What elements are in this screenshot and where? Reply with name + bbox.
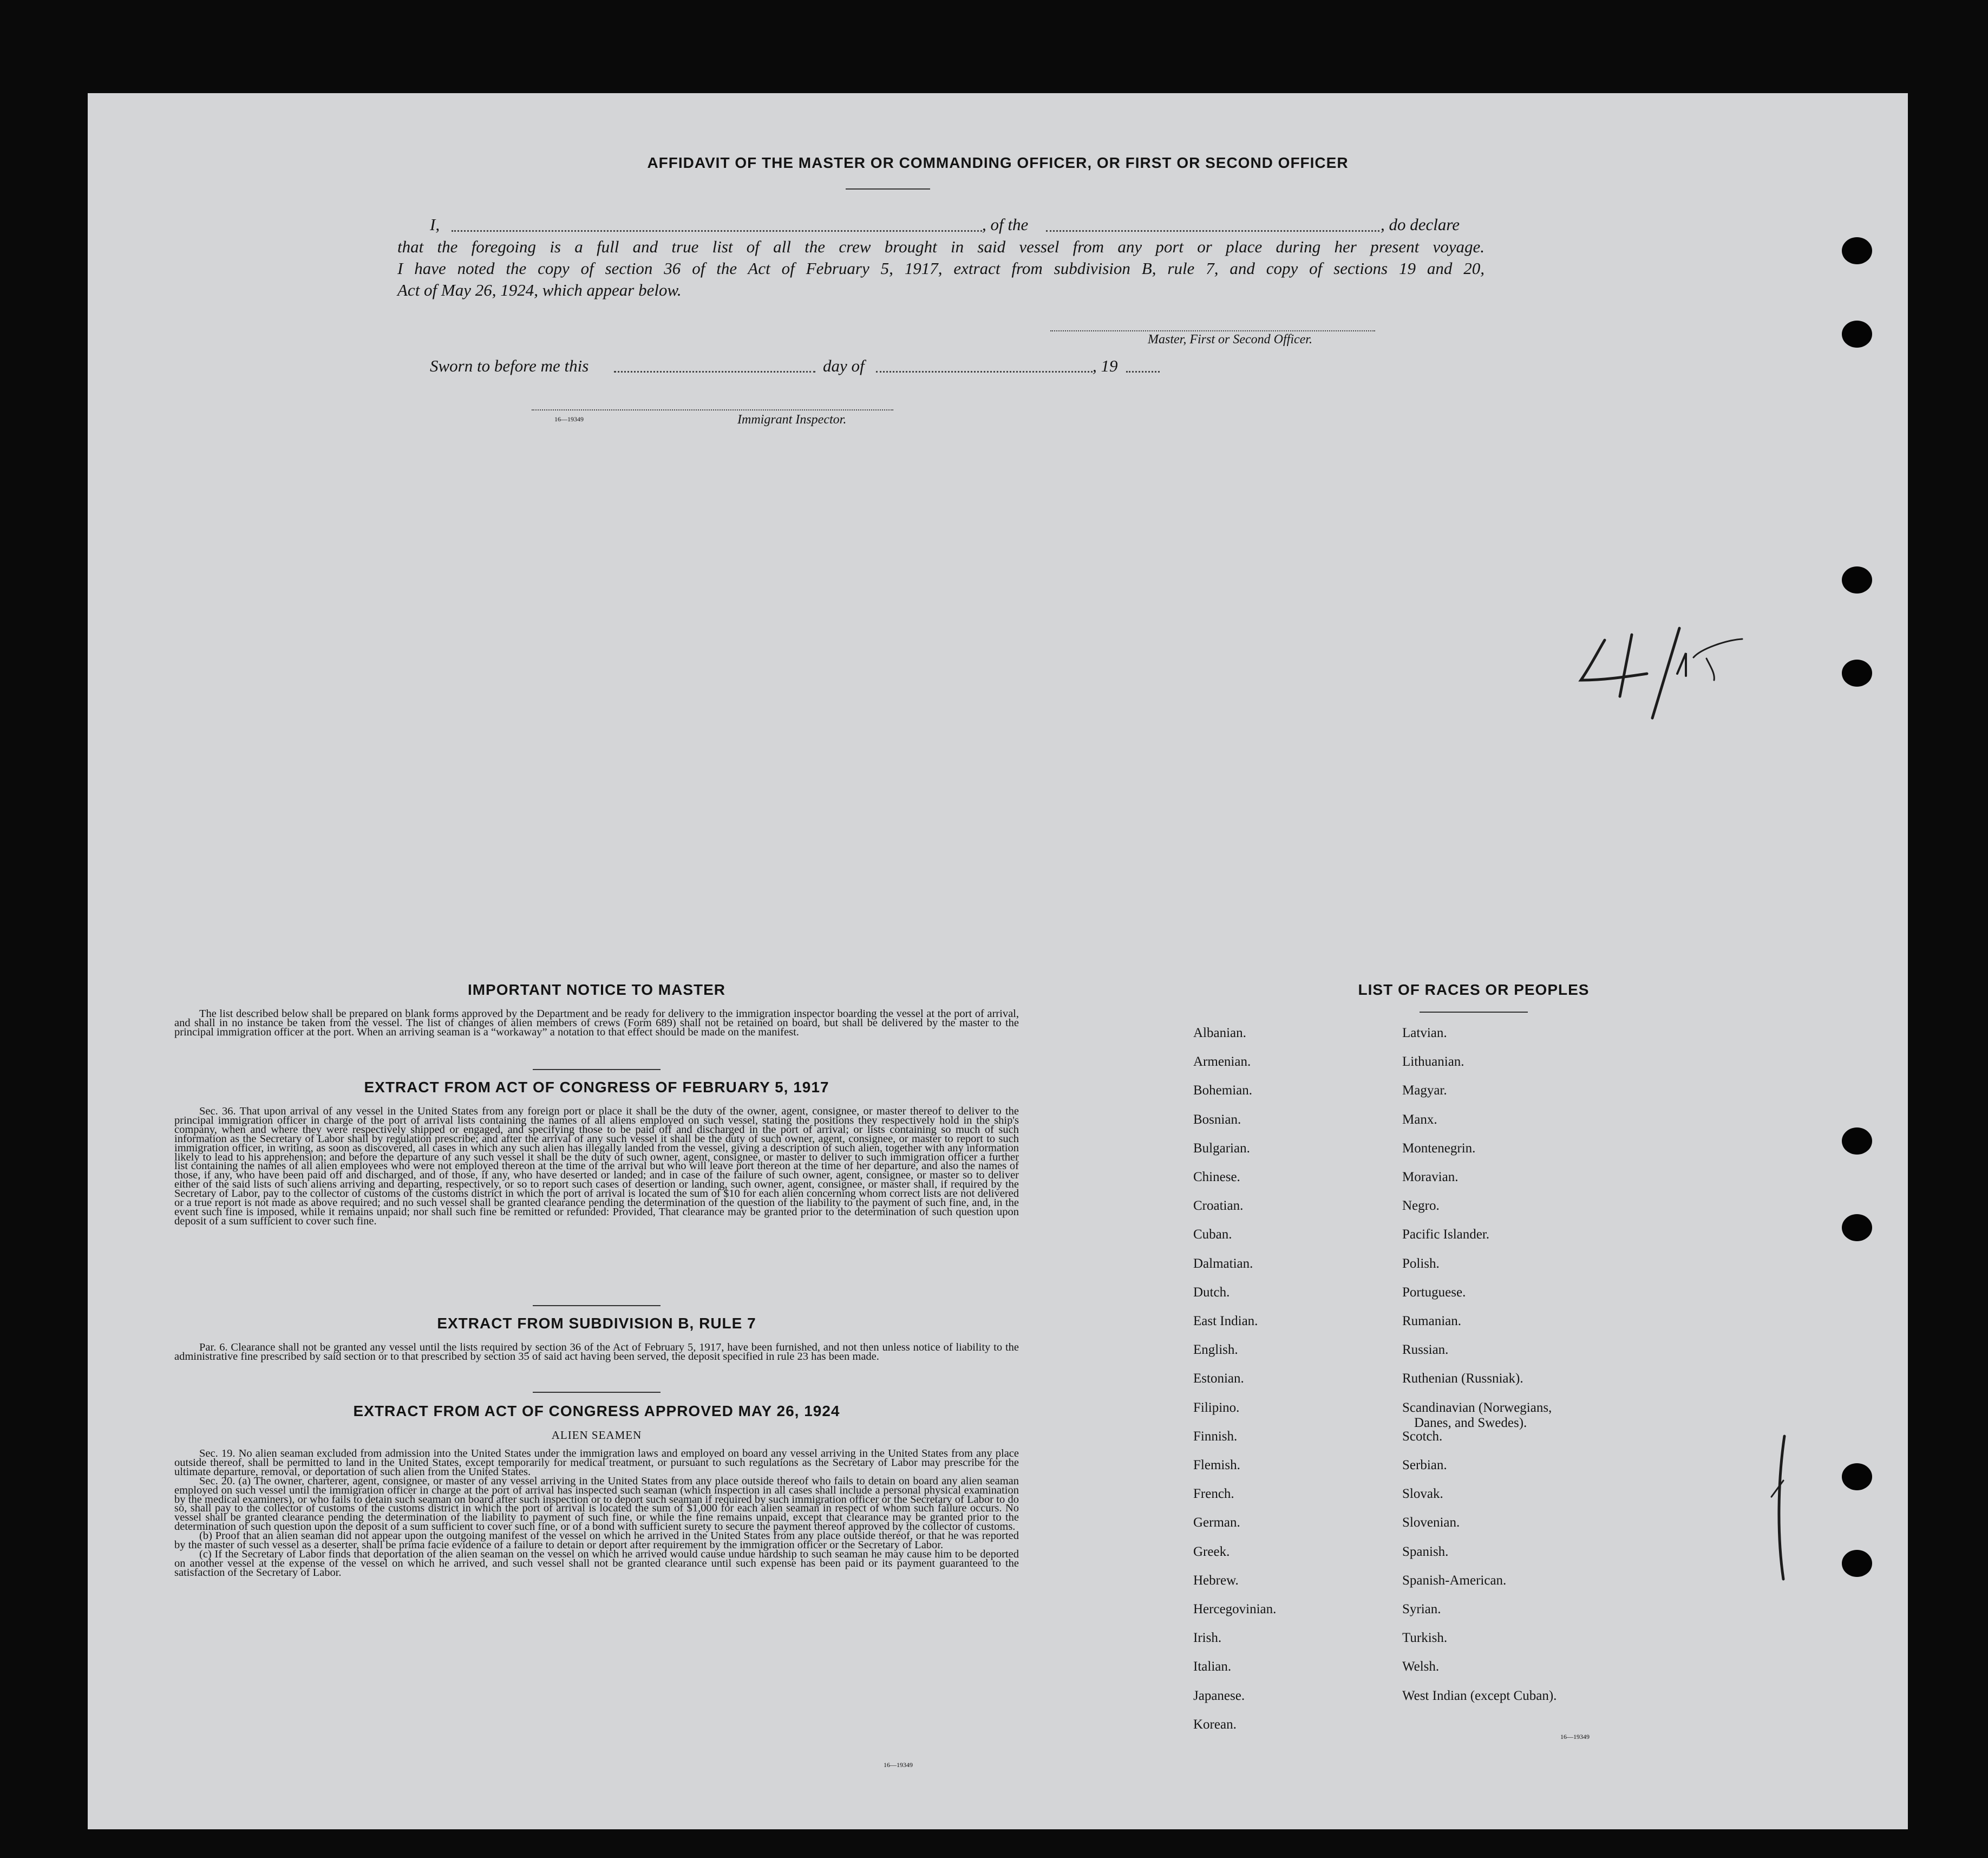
affidavit-line-3: I have noted the copy of section 36 of the Act of February 5, 1917, extract from subdivision B, rule 7, and copy of sections 19 and 20, xyxy=(397,259,1485,278)
race-item: Greek. xyxy=(1193,1544,1230,1559)
race-item: Slovak. xyxy=(1402,1487,1443,1502)
race-item: Scandinavian (Norwegians, xyxy=(1402,1400,1552,1415)
race-item: Spanish. xyxy=(1402,1544,1449,1559)
affidavit-title: AFFIDAVIT OF THE MASTER OR COMMANDING OFFICER, OR FIRST OR SECOND OFFICER xyxy=(647,154,1349,171)
race-item: Italian. xyxy=(1193,1659,1232,1674)
handwritten-date-mark xyxy=(1571,613,1744,754)
race-item: Flemish. xyxy=(1193,1458,1240,1472)
race-item: English. xyxy=(1193,1342,1238,1358)
race-item: Finnish. xyxy=(1193,1429,1238,1444)
section-19-text: Sec. 19. No alien seaman excluded from admission into the United States under the immigration laws and employed on board any vessel arriving in the United States from any place outside thereof, shall be permitted to land in the United States, except temporarily for medical treatment, or pursuant to such regulations as the Secretary of Labor may prescribe for the ultimate departure, removal, or deportation of such alien from the United States. xyxy=(174,1448,1019,1478)
race-item: Russian. xyxy=(1402,1342,1449,1358)
race-item: Ruthenian (Russniak). xyxy=(1402,1371,1523,1386)
race-item: Montenegrin. xyxy=(1402,1140,1476,1156)
race-item: Polish. xyxy=(1402,1256,1440,1271)
race-item: East Indian. xyxy=(1193,1314,1258,1328)
form-number: 16—19349 xyxy=(554,415,584,423)
punch-hole xyxy=(1842,237,1872,264)
punch-hole xyxy=(1842,1127,1872,1155)
rule-7-rule xyxy=(533,1392,661,1393)
signature-label: Master, First or Second Officer. xyxy=(1148,333,1312,347)
vessel-blank xyxy=(1046,230,1379,232)
punch-hole xyxy=(1842,566,1872,594)
rule-7-title: EXTRACT FROM SUBDIVISION B, RULE 7 xyxy=(437,1315,756,1332)
race-item: Moravian. xyxy=(1402,1170,1459,1184)
notice-text: The list described below shall be prepared on blank forms approved by the Department and be ready for delivery to the immigration inspector boarding the vessel at the port of arrival, and shall in no instance be taken from the vessel. The list of changes of alien members of crews (Form 689) shall not be retained on board, but shall be delivered by the master to the principal immigration officer at the port. When an arriving seaman is a “workaway” a notation to that effect should be made on the manifest. xyxy=(174,1008,1019,1038)
race-item: Irish. xyxy=(1193,1631,1222,1646)
section-20b-text: (b) Proof that an alien seaman did not appear upon the outgoing manifest of the vessel on which he arrived in the United States from any place outside thereof, or that he was reported by the master of such vessel as a deserter, shall be prima facie evidence of a failure to detain or deport after requirement by the immigration officer or the Secretary of Labor. xyxy=(174,1530,1019,1551)
race-item: Slovenian. xyxy=(1402,1515,1460,1530)
name-blank xyxy=(452,230,982,232)
race-item: French. xyxy=(1193,1487,1234,1502)
race-item: Filipino. xyxy=(1193,1400,1240,1415)
race-item: West Indian (except Cuban). xyxy=(1402,1688,1557,1703)
race-item: Magyar. xyxy=(1402,1083,1447,1098)
race-item: Welsh. xyxy=(1402,1659,1440,1674)
rule-7-body xyxy=(174,1343,1019,1361)
day-blank xyxy=(614,371,815,373)
notice-body xyxy=(174,1009,1019,1037)
punch-hole xyxy=(1842,660,1872,687)
inspector-signature-line xyxy=(532,409,893,410)
race-item: Turkish. xyxy=(1402,1631,1448,1646)
race-item: Manx. xyxy=(1402,1112,1437,1127)
race-item: Croatian. xyxy=(1193,1198,1244,1214)
handwritten-tally-mark xyxy=(1740,1432,1805,1583)
race-item: Dalmatian. xyxy=(1193,1256,1253,1271)
affidavit-line-1-end: , do declare xyxy=(1381,215,1460,234)
punch-hole xyxy=(1842,321,1872,348)
affidavit-line-1-start: I, xyxy=(430,215,440,234)
races-title: LIST OF RACES OR PEOPLES xyxy=(1358,981,1590,998)
race-item: Serbian. xyxy=(1402,1458,1447,1472)
signature-line xyxy=(1050,330,1375,331)
alien-seamen-subtitle: ALIEN SEAMEN xyxy=(551,1429,642,1442)
document-page xyxy=(88,93,1908,1829)
race-item: Lithuanian. xyxy=(1402,1054,1464,1070)
extract-1924-title: EXTRACT FROM ACT OF CONGRESS APPROVED MAY 26, 1924 xyxy=(353,1403,840,1419)
race-item: Bulgarian. xyxy=(1193,1140,1250,1156)
race-item: Spanish-American. xyxy=(1402,1573,1507,1588)
extract-1917-rule xyxy=(533,1305,661,1306)
race-item: Latvian. xyxy=(1402,1026,1447,1040)
race-item: German. xyxy=(1193,1515,1240,1530)
punch-hole xyxy=(1842,1214,1872,1241)
race-item: Syrian. xyxy=(1402,1602,1441,1616)
race-item: Cuban. xyxy=(1193,1227,1232,1242)
race-item: Japanese. xyxy=(1193,1688,1245,1703)
race-item: Danes, and Swedes). xyxy=(1414,1415,1527,1430)
inspector-label: Immigrant Inspector. xyxy=(737,413,847,427)
race-item: Scotch. xyxy=(1402,1429,1443,1444)
race-item: Estonian. xyxy=(1193,1371,1244,1386)
year-blank xyxy=(1126,371,1160,373)
affidavit-line-2: that the foregoing is a full and true list of all the crew brought in said vessel from any port or place during her present voyage. xyxy=(397,237,1485,256)
race-item: Rumanian. xyxy=(1402,1314,1462,1328)
notice-rule xyxy=(533,1069,661,1070)
punch-hole xyxy=(1842,1463,1872,1490)
races-rule xyxy=(1420,1012,1528,1013)
race-item: Portuguese. xyxy=(1402,1285,1466,1300)
extract-form-number: 16—19349 xyxy=(884,1761,913,1769)
affidavit-line-4: Act of May 26, 1924, which appear below. xyxy=(397,281,682,299)
races-form-number: 16—19349 xyxy=(1560,1733,1590,1740)
title-rule xyxy=(846,188,930,190)
race-item: Pacific Islander. xyxy=(1402,1227,1490,1242)
race-item: Korean. xyxy=(1193,1717,1237,1732)
section-36-text: Sec. 36. That upon arrival of any vessel in the United States from any foreign port or place it shall be the duty of the owner, agent, consignee, or master thereof to deliver to the principal immigration officer in charge of the port of arrival lists containing the names of all aliens employed on such vessel, stating the positions they respectively hold in the ship's company, when and where they were respectively shipped or engaged, and specifying those to be paid off and discharged in the port of arrival; or lists containing so much of such information as the Secretary of Labor shall by regulation prescribe; and after the arrival of any such vessel it shall be the duty of such owner, agent, consignee, or master to report to such immigration officer, in writing, as soon as discovered, all cases in which any such alien has illegally landed from the vessel, giving a description of such alien, together with any information likely to lead to his apprehension; and before the departure of any such vessel it shall be the duty of such owner, agent, consignee, or master to deliver to such immigration officer a further list containing the names of all alien employees who were not employed thereon at the time of the arrival but who will leave port thereon at the time of her departure, and also the names of those, if any, who have been paid off and discharged, and of those, if any, who have deserted or landed; and in case of the failure of such owner, agent, consignee, or master so to deliver either of the said lists of such aliens arriving and departing, respectively, or so to report such cases of desertion or landing, such owner, agent, consignee, or master shall, if required by the Secretary of Labor, pay to the collector of customs of the customs district in which the port of arrival is located the sum of $10 for each alien concerning whom correct lists are not delivered or a true report is not made as above required; and no such vessel shall be granted clearance pending the determination of the question of the liability to the payment of such fine, and, in the event such fine is imposed, while it remains unpaid; nor shall such fine be remitted or refunded: Provided, That clearance may be granted prior to the determination of such question upon deposit of a sum sufficient to cover such fine. xyxy=(174,1105,1019,1227)
race-item: Chinese. xyxy=(1193,1170,1240,1184)
section-20a-text: Sec. 20. (a) The owner, charterer, agent, consignee, or master of any vessel arriving in the United States from any place outside thereof who fails to detain on board any alien seaman employed on such vessel until the immigration officer in charge at the port of arrival has inspected such seaman (which inspection in all cases shall include a personal physical examination by the medical examiners), or who fails to detain such seaman on board after such inspection or to deport such seaman if required by such immigration officer or the Secretary of Labor to do so, shall pay to the collector of customs of the customs district in which the port of arrival is located the sum of $1,000 for each alien seaman in respect of whom such failure occurs. No vessel shall be granted clearance pending the determination of the liability to payment of such fine, or while the fine remains unpaid, except that clearance may be granted prior to the determination of such question upon the deposit of a sum sufficient to cover such fine, or of a bond with sufficient surety to secure the payment thereof approved by the collector of customs. xyxy=(174,1475,1019,1533)
extract-1924-body xyxy=(174,1449,1019,1577)
sworn-text-end: , 19 xyxy=(1093,356,1118,375)
race-item: Bohemian. xyxy=(1193,1083,1253,1098)
race-item: Negro. xyxy=(1402,1198,1440,1214)
notice-title: IMPORTANT NOTICE TO MASTER xyxy=(467,981,726,998)
section-20c-text: (c) If the Secretary of Labor finds that deportation of the alien seaman on the vessel on which he arrived would cause undue hardship to such seaman he may cause him to be deported on another vessel at the expense of the vessel on which he arrived, and such vessel shall not be granted clearance until such expense has been paid or its payment guaranteed to the satisfaction of the Secretary of Labor. xyxy=(174,1548,1019,1579)
month-blank xyxy=(876,371,1093,373)
affidavit-line-1-mid: , of the xyxy=(982,215,1029,234)
race-item: Hercegovinian. xyxy=(1193,1602,1277,1616)
sworn-text-mid: day of xyxy=(823,356,865,375)
punch-hole xyxy=(1842,1550,1872,1577)
extract-1917-title: EXTRACT FROM ACT OF CONGRESS OF FEBRUARY 5, 1917 xyxy=(364,1079,829,1096)
sworn-text-start: Sworn to before me this xyxy=(430,356,589,375)
race-item: Albanian. xyxy=(1193,1026,1246,1040)
extract-1917-body xyxy=(174,1107,1019,1226)
race-item: Hebrew. xyxy=(1193,1573,1239,1588)
rule-7-text: Par. 6. Clearance shall not be granted any vessel until the lists required by section 36 of the Act of February 5, 1917, have been furnished, and not then unless notice of liability to the administrative fine prescribed by said section or to that prescribed by section 35 of said act having been served, the deposit specified in rule 23 has been made. xyxy=(174,1341,1019,1362)
race-item: Bosnian. xyxy=(1193,1112,1241,1127)
race-item: Armenian. xyxy=(1193,1054,1251,1070)
race-item: Dutch. xyxy=(1193,1285,1230,1300)
